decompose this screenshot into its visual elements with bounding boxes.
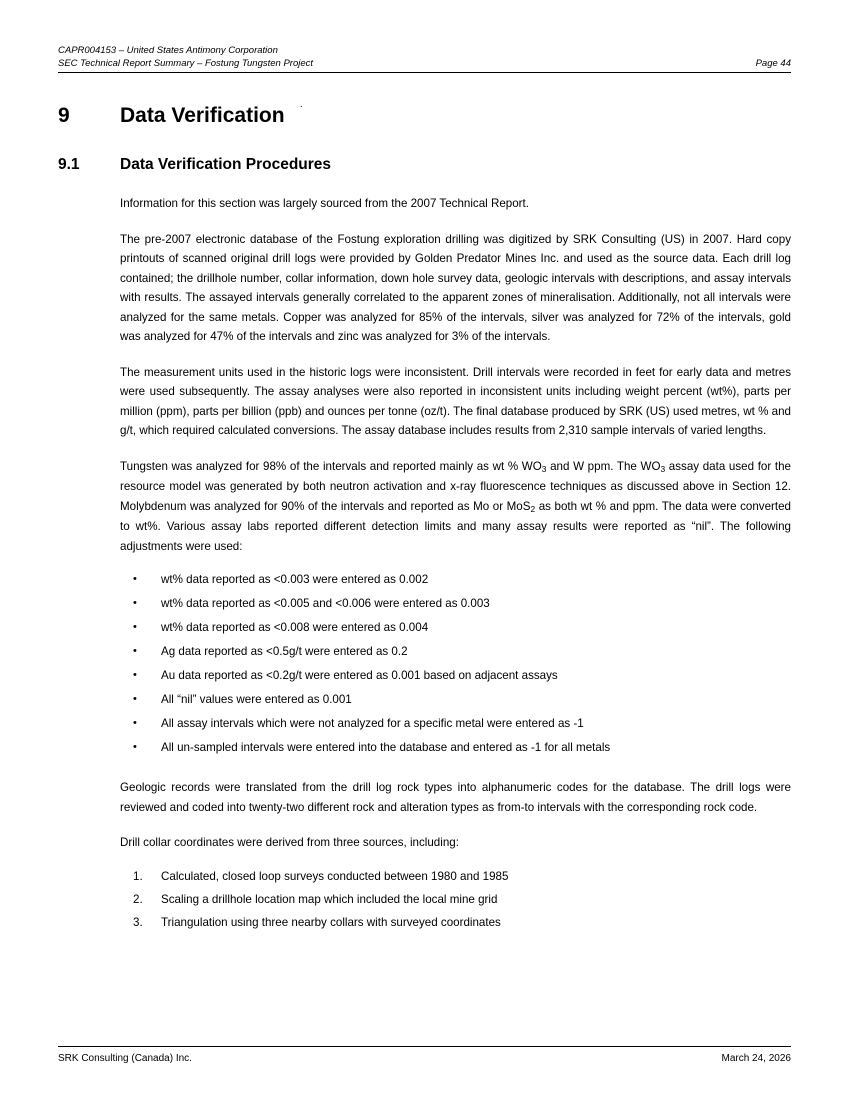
header-title-row	[58, 57, 791, 73]
document-body	[58, 103, 791, 936]
list-item-marker: 3.	[133, 915, 143, 929]
tungsten-sub3: 2	[530, 503, 536, 514]
bullet-glyph: •	[133, 645, 137, 657]
tungsten-text-part4: as both wt % and ppm. The data were converted to wt%. Various assay labs reported different detection limits and many assay results were reported as “nil”. The following adjustments were used:	[120, 499, 791, 553]
bullet-glyph: •	[133, 597, 137, 609]
list-item	[133, 890, 791, 913]
footer-company: SRK Consulting (Canada) Inc.	[58, 1053, 192, 1064]
paragraph: The pre-2007 electronic database of the Fostung exploration drilling was digitized by SRK Consulting (US) in 2007. Hard copy printouts of scanned original drill logs were provided by Golden Predator Mines Inc. and used as the source data. Each drill log contained; the drillhole number, collar information, down hole survey data, geologic intervals with descriptions, and assay intervals with results. The assayed intervals generally correlated to the apparent zones of mineralisation. Additionally, not all intervals were analyzed for the same metals. Copper was analyzed for 85% of the intervals, silver was analyzed for 72% of the intervals, gold was analyzed for 47% of the intervals and zinc was analyzed for 3% of the intervals.	[120, 232, 791, 343]
list-item	[133, 594, 791, 618]
footer-date: March 24, 2026	[721, 1053, 791, 1064]
list-item-text: All assay intervals which were not analyzed for a specific metal were entered as -1	[161, 717, 584, 730]
collar-sources-list	[58, 867, 791, 936]
subsection-heading	[58, 155, 791, 175]
list-item	[133, 618, 791, 642]
section-number: 9	[58, 104, 70, 127]
list-item	[133, 714, 791, 738]
list-item	[133, 738, 791, 762]
list-item	[133, 570, 791, 594]
section-heading	[58, 103, 791, 129]
list-item-marker: 1.	[133, 869, 143, 883]
header-report-title: SEC Technical Report Summary – Fostung Tungsten Project	[58, 58, 314, 69]
list-item-marker: 2.	[133, 892, 143, 906]
bullet-glyph: •	[133, 741, 137, 753]
tungsten-sub1: 3	[541, 463, 547, 474]
adjustments-list	[58, 570, 791, 762]
page-footer	[58, 1046, 791, 1064]
page-header	[58, 44, 791, 73]
bullet-glyph: •	[133, 693, 137, 705]
list-item-text: All un-sampled intervals were entered into the database and entered as -1 for all metals	[161, 741, 611, 754]
subsection-number: 9.1	[58, 156, 80, 173]
list-item	[133, 913, 791, 936]
stray-mark: .	[300, 99, 303, 109]
list-item-text: wt% data reported as <0.008 were entered as 0.004	[161, 621, 429, 634]
tungsten-sub2: 3	[660, 463, 666, 474]
bullet-glyph: •	[133, 669, 137, 681]
tungsten-text-part2: and W ppm. The WO	[546, 459, 661, 473]
bullet-glyph: •	[133, 717, 137, 729]
bullet-glyph: •	[133, 621, 137, 633]
list-item	[133, 690, 791, 714]
subsection-title: Data Verification Procedures	[120, 156, 332, 173]
list-item	[133, 666, 791, 690]
paragraph-tungsten	[120, 457, 791, 557]
paragraph: Geologic records were translated from the drill log rock types into alphanumeric codes for the database. The drill logs were reviewed and coded into twenty-two different rock and alteration types as from-to intervals with the corresponding rock code.	[120, 781, 791, 814]
bullet-glyph: •	[133, 573, 137, 585]
tungsten-text-part3: assay data used for the resource model was generated by both neutron activation and x-ray fluorescence techniques as discussed above in Section 12. Molybdenum was analyzed for 90% of the intervals and reported as Mo or MoS	[120, 459, 791, 513]
list-item	[133, 642, 791, 666]
section-title: Data Verification	[120, 104, 285, 127]
list-item	[133, 867, 791, 890]
list-item-text: wt% data reported as <0.003 were entered as 0.002	[161, 573, 429, 586]
list-item-text: Scaling a drillhole location map which included the local mine grid	[161, 892, 498, 906]
list-item-text: Ag data reported as <0.5g/t were entered as 0.2	[161, 645, 408, 658]
list-item-text: Calculated, closed loop surveys conducted between 1980 and 1985	[161, 869, 509, 883]
paragraph: The measurement units used in the historic logs were inconsistent. Drill intervals were recorded in feet for early data and metres were used subsequently. The assay analyses were also reported in inconsistent units including weight percent (wt%), parts per million (ppm), parts per billion (ppb) and ounces per tonne (oz/t). The final database produced by SRK (US) used metres, wt % and g/t, which required calculated conversions. The assay database includes results from 2,310 sample intervals of varied lengths.	[120, 365, 791, 437]
list-item-text: Au data reported as <0.2g/t were entered as 0.001 based on adjacent assays	[161, 669, 558, 682]
tungsten-text-part1: Tungsten was analyzed for 98% of the intervals and reported mainly as wt % WO	[120, 459, 542, 473]
list-item-text: wt% data reported as <0.005 and <0.006 were entered as 0.003	[161, 597, 490, 610]
list-item-text: All “nil” values were entered as 0.001	[161, 693, 352, 706]
header-page-number: Page 44	[755, 58, 791, 69]
paragraph: Information for this section was largely sourced from the 2007 Technical Report.	[120, 197, 529, 210]
list-item-text: Triangulation using three nearby collars with surveyed coordinates	[161, 915, 501, 929]
header-report-id: CAPR004153 – United States Antimony Corporation	[58, 45, 278, 56]
paragraph: Drill collar coordinates were derived from three sources, including:	[120, 836, 459, 849]
